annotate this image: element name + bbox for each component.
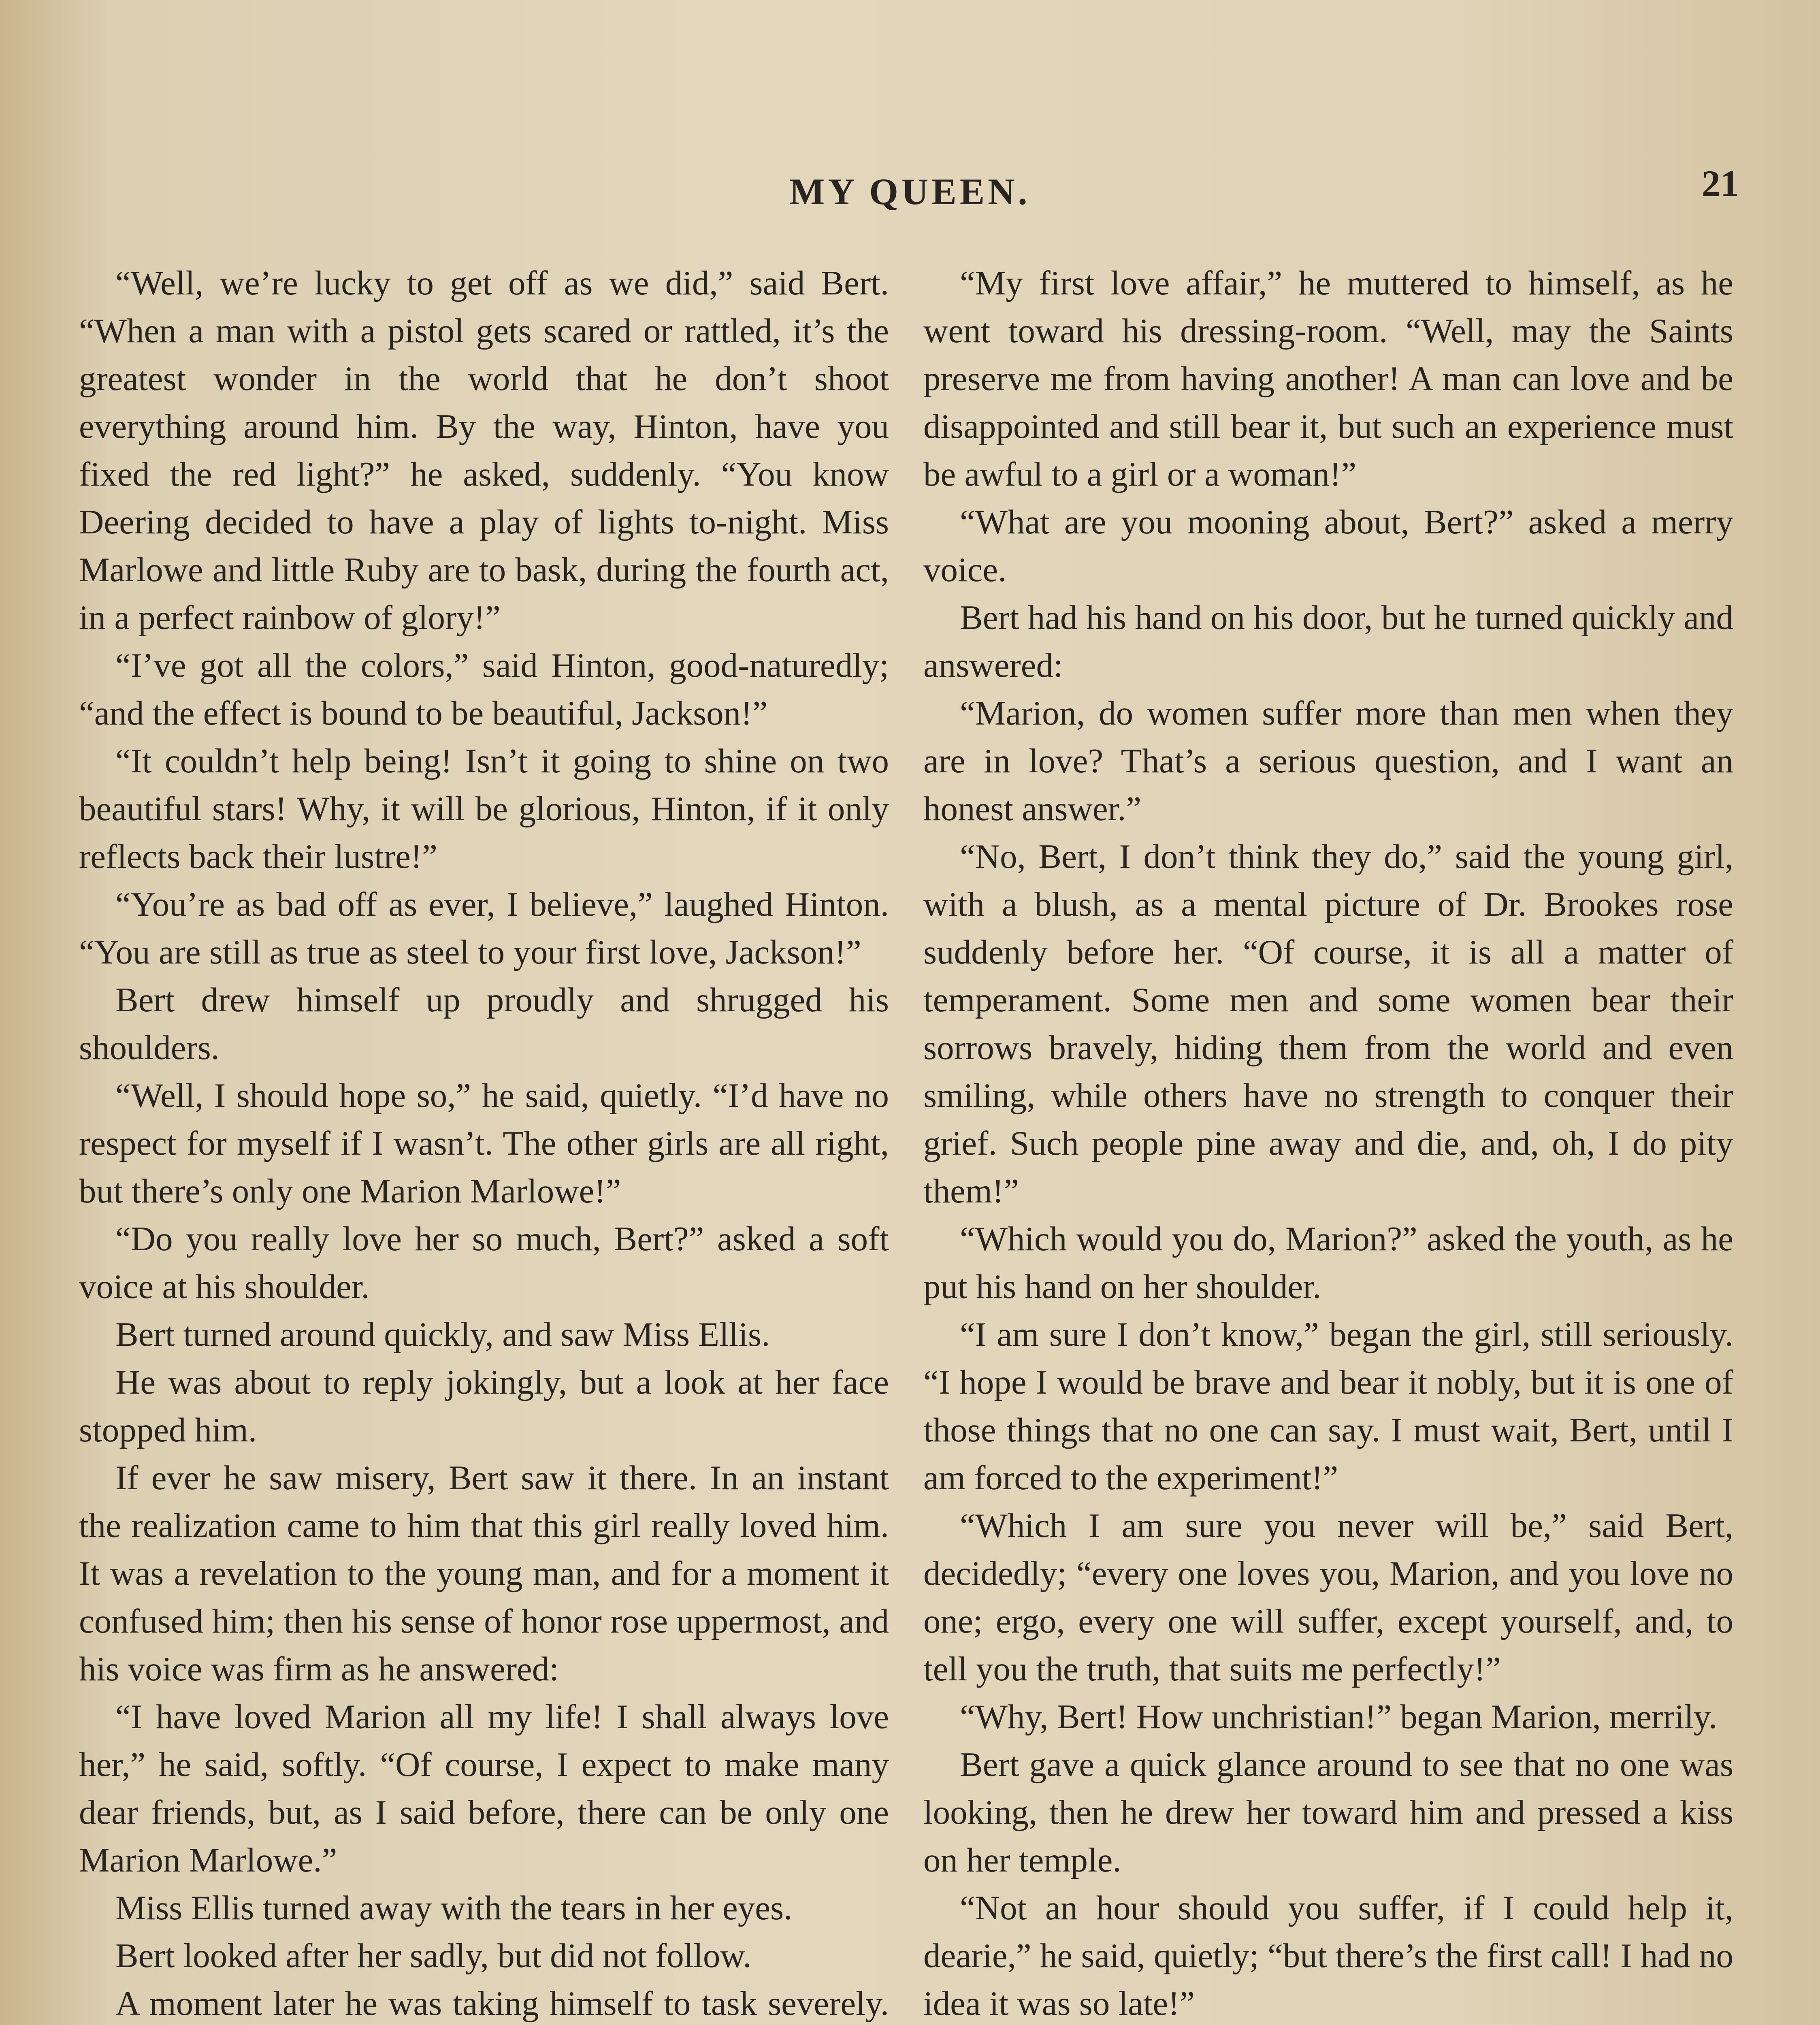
paragraph: A moment later he was taking himself to task severely. [115, 1985, 889, 2023]
paragraph: “Well, we’re lucky to get off as we did,” said Bert. “When a man with a pistol gets scared or rattled, it’s the greatest wonder in the world that he don’t shoot everything around him. By the way, Hinton, have you fixed the red light?” he asked, suddenly. “You know Deering decided to have a play of lights to-night. Miss Marlowe and little Ruby are to bask, during the fourth act, in a perfect rainbow of glory!” [79, 264, 889, 637]
page-header [0, 163, 1820, 235]
right-column [923, 259, 1733, 2025]
paragraph: “Marion, do women suffer more than men when they are in love? That’s a serious question, and I want an honest answer.” [923, 694, 1733, 828]
paragraph: “I have loved Marion all my life! I shall always love her,” he said, softly. “Of course, I expect to make many dear friends, but, as I said before, there can be only one Marion Marlowe.” [79, 1698, 889, 1879]
running-title: MY QUEEN. [789, 171, 1031, 212]
paragraph: “No, Bert, I don’t think they do,” said the young girl, with a blush, as a mental picture of Dr. Brookes rose suddenly before her. “Of course, it is all a matter of temperament. Some men and some women bear their sorrows bravely, hiding them from the world and even smiling, while others have no strength to conquer their grief. Such people pine away and die, and, oh, I do pity them!” [923, 838, 1733, 1210]
paragraph: “Which would you do, Marion?” asked the youth, as he put his hand on her shoulder. [923, 1220, 1733, 1306]
paragraph: If ever he saw misery, Bert saw it there. In an instant the realization came to him that this girl really loved him. It was a revelation to the young man, and for a moment it confused him; then his sense of honor rose uppermost, and his voice was firm as he answered: [79, 1459, 889, 1688]
paragraph: “Well, I should hope so,” he said, quietly. “I’d have no respect for myself if I wasn’t. The other girls are all right, but there’s only one Marion Marlowe!” [79, 1076, 889, 1210]
paragraph: “Do you really love her so much, Bert?” asked a soft voice at his shoulder. [79, 1220, 889, 1306]
paragraph: “My first love affair,” he muttered to himself, as he went toward his dressing-room. “Well, may the Saints preserve me from having another! A man can love and be disappointed and still bear it, but such an experience must be awful to a girl or a woman!” [923, 264, 1733, 493]
paragraph: Bert had his hand on his door, but he turned quickly and answered: [923, 599, 1733, 684]
paragraph: “It couldn’t help being! Isn’t it going to shine on two beautiful stars! Why, it will be glorious, Hinton, if it only reflects back their lustre!” [79, 742, 889, 876]
paragraph: “I’ve got all the colors,” said Hinton, good-naturedly; “and the effect is bound to be beautiful, Jackson!” [79, 646, 889, 732]
paragraph: “Not an hour should you suffer, if I could help it, dearie,” he said, quietly; “but there’s the first call! I had no idea it was so late!” [923, 1889, 1733, 2023]
page-number: 21 [1702, 163, 1739, 204]
paragraph: Bert drew himself up proudly and shrugged his shoulders. [79, 981, 889, 1067]
left-column [79, 259, 889, 2025]
paragraph: “Which I am sure you never will be,” said Bert, decidedly; “every one loves you, Marion, and you love no one; ergo, every one will suffer, except yourself, and, to tell you the truth, that suits me perfectly!” [923, 1507, 1733, 1688]
paragraph: He was about to reply jokingly, but a look at her face stopped him. [79, 1363, 889, 1449]
paragraph: “You’re as bad off as ever, I believe,” laughed Hinton. “You are still as true as steel to your first love, Jackson!” [79, 885, 889, 971]
paragraph: Bert turned around quickly, and saw Miss Ellis. [115, 1315, 770, 1354]
paragraph: Miss Ellis turned away with the tears in her eyes. [115, 1889, 793, 1927]
paragraph: “Why, Bert! How unchristian!” began Marion, merrily. [960, 1698, 1718, 1736]
paragraph: Bert looked after her sadly, but did not follow. [115, 1937, 752, 1975]
paragraph: Bert gave a quick glance around to see that no one was looking, then he drew her toward him and pressed a kiss on her temple. [923, 1746, 1733, 1879]
paragraph: “What are you mooning about, Bert?” asked a merry voice. [923, 503, 1733, 589]
paragraph: “I am sure I don’t know,” began the girl, still seriously. “I hope I would be brave and bear it nobly, but it is one of those things that no one can say. I must wait, Bert, until I am forced to the experiment!” [923, 1315, 1733, 1497]
